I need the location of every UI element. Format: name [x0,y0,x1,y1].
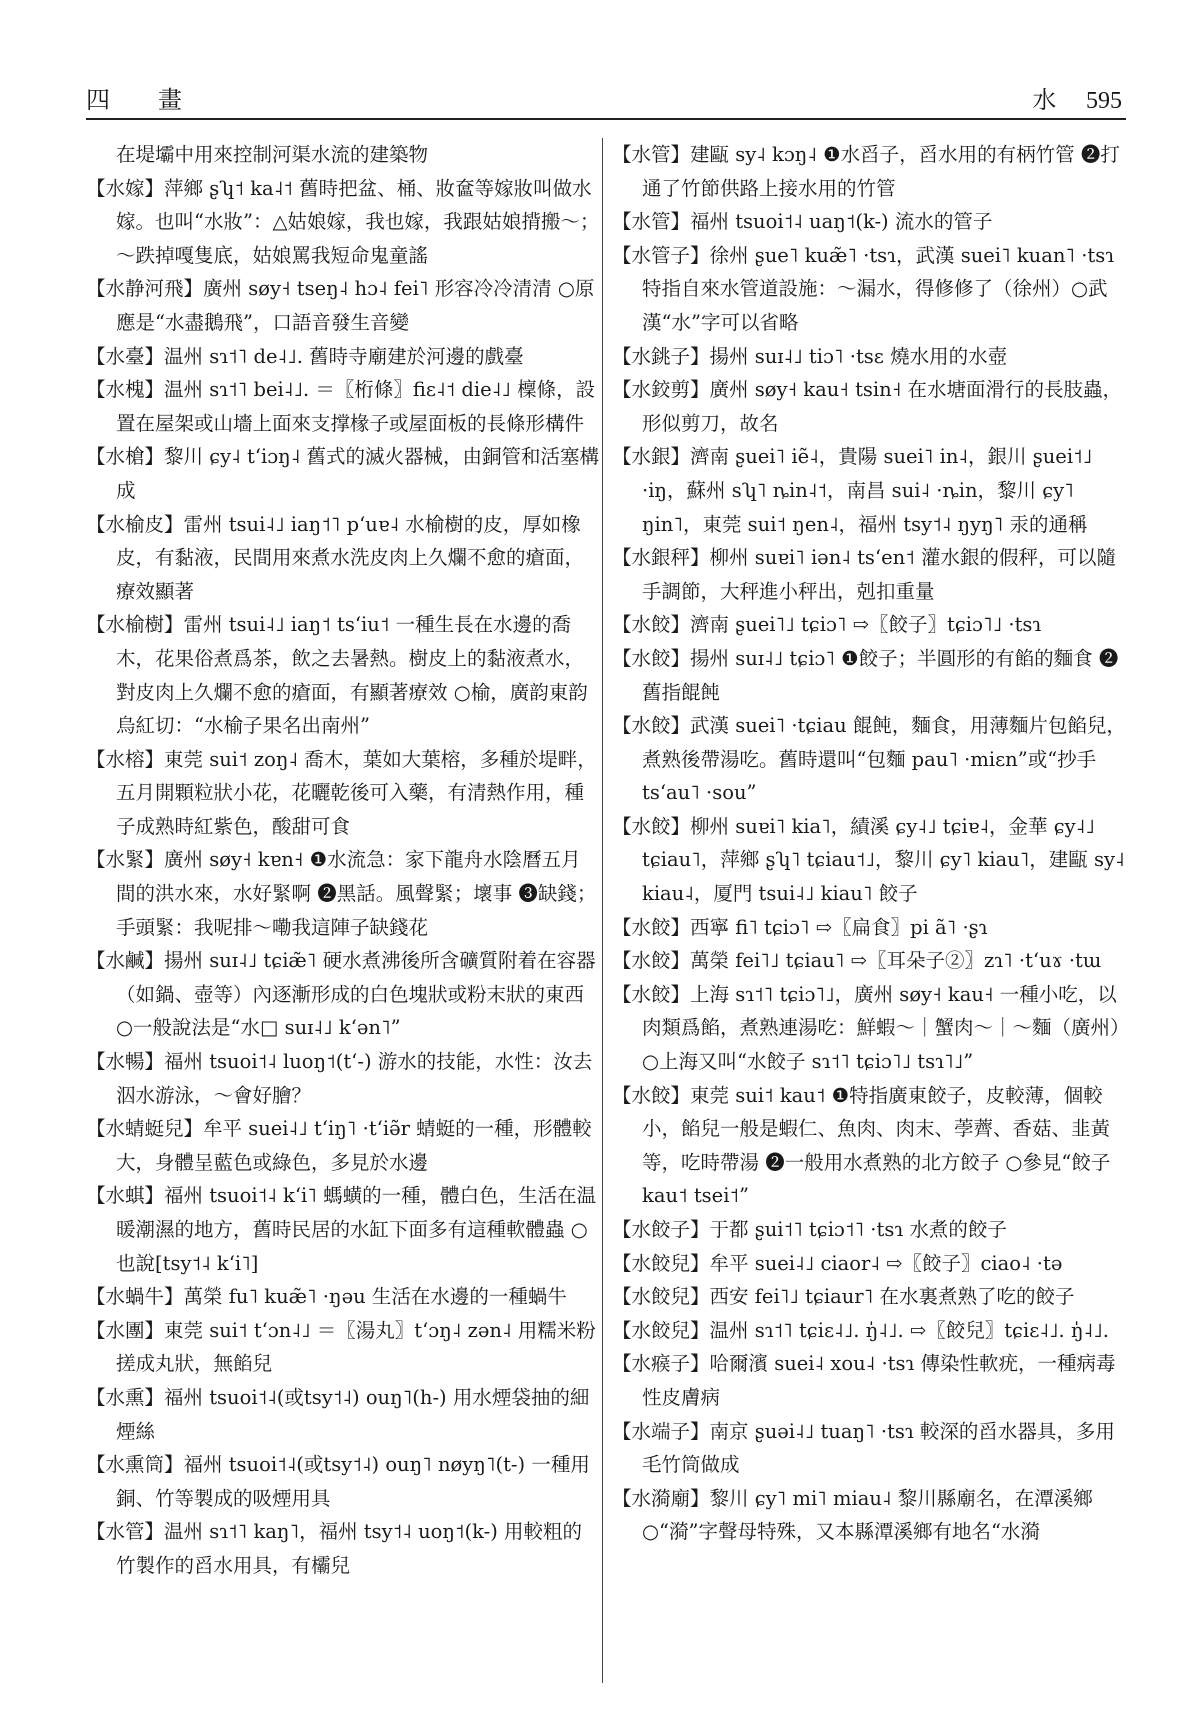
dictionary-entry: 【水嫁】萍鄉 ʂʮ˦ ka˨˦ 舊時把盆、桶、妝奩等嫁妝叫做水嫁。也叫“水妝”：△姑娘嫁，我也嫁，我跟姑娘揹搬～；～跌掉嘎隻底，姑娘罵我短命鬼童謠 [86,176,600,267]
dictionary-entry: 【水管】建甌 sy˨ kɔŋ˨ ❶水舀子，舀水用的有柄竹管 ❷打通了竹節供路上接水用的竹管 [612,143,1120,200]
dictionary-entry: 【水熏】福州 tsuoi˦˨(或tsy˦˨) ouŋ˥(h-) 用水煙袋抽的細煙絲 [86,1385,590,1443]
running-head [1010,80,1122,115]
dictionary-entry: 【水銀秤】柳州 suɐi˥ iən˨ tsʻen˦ 灌水銀的假秤，可以隨手調節，大秤進小秤出，剋扣重量 [612,546,1117,603]
dictionary-entry: 【水蝸牛】萬榮 fu˥ kuæ̃˥ ·ŋəu 生活在水邊的一種蝸牛 [86,1285,567,1309]
dictionary-entry: 【水餃】揚州 suɪ˨˩ tɕiɔ˥ ❶餃子；半圓形的有餡的麵食 ❷舊指餛飩 [612,646,1119,704]
dictionary-entry: 【水漪廟】黎川 ɕy˥ mi˥ miau˨ 黎川縣廟名，在潭溪鄉 ○“漪”字聲母特殊，又本縣潭溪鄉有地名“水漪 [612,1486,1093,1544]
dictionary-entry: 【水緊】廣州 søy˧ kɐn˧ ❶水流急：家下龍舟水陰曆五月間的洪水來，水好緊啊 ❷黑話。風聲緊；壞事 ❸缺錢；手頭緊：我呢排～嘞我這陣子缺錢花 [86,848,597,939]
dictionary-entry: 【水槐】温州 sɿ˦˥ bei˨˩. ＝〖桁條〗fiɛ˨˦ die˨˩ 檁條，設置在屋架或山墻上面來支撑椽子或屋面板的長條形構件 [86,378,596,435]
head-character: 水 [1032,88,1057,114]
dictionary-entry: 【水餃子】于都 ʂui˦˥ tɕiɔ˦˥ ·tsɿ 水煮的餃子 [612,1218,1007,1241]
dictionary-entry: 在堤壩中用來控制河渠水流的建築物 [116,143,429,166]
section-title: 四 畫 [86,86,194,114]
dictionary-entry: 【水槍】黎川 ɕy˨ tʻiɔŋ˨ 舊式的滅火器械，由銅管和活塞構成 [86,445,600,502]
dictionary-entry: 【水瘊子】哈爾濱 suei˨ xou˨ ·tsɿ 傳染性軟疣，一種病毒性皮膚病 [612,1352,1116,1409]
dictionary-entry: 【水管子】徐州 ʂue˥ kuæ̃˥ ·tsɿ，武漢 suei˥ kuan˥ ·tsɿ 特指自來水管道設施：～漏水，得修修了（徐州）○武漢“水”字可以省略 [612,243,1115,334]
dictionary-entry: 【水端子】南京 ʂuəi˨˩ tuaŋ˥ ·tsɿ 較深的舀水器具，多用毛竹筒做成 [612,1419,1115,1477]
dictionary-entry: 【水熏筒】福州 tsuoi˦˨(或tsy˦˨) ouŋ˥ nøyŋ˥(t-) 一種用銅、竹等製成的吸煙用具 [86,1453,590,1510]
dictionary-entry: 【水餃】上海 sɿ˦˥ tɕiɔ˥˩，廣州 søy˧ kau˧ 一種小吃，以肉類爲餡，煮熟連湯吃：鮮蝦～｜蟹肉～｜～麵（廣州）○上海又叫“水餃子 sɿ˦˥ tɕiɔ˥˩ tsɿ˥˩” [612,982,1120,1074]
dictionary-entry: 【水餃兒】牟平 suei˨˩ ciaor˨ ⇨〖餃子〗ciao˨ ·tə [612,1251,1063,1275]
header-rule [86,118,1126,120]
dictionary-entry: 【水餃】萬榮 fei˥˩ tɕiau˥ ⇨〖耳朵子②〗zɿ˥ ·tʻuɤ ·tɯ [612,949,1102,973]
dictionary-entry: 【水鹹】揚州 suɪ˨˩ tɕiæ̃˥ 硬水煮沸後所含礦質附着在容器（如鍋、壺等）內逐漸形成的白色塊狀或粉末狀的東西 ○一般說法是“水□ suɪ˨˩ kʻən˥” [86,949,596,1040]
dictionary-entry: 【水榆樹】雷州 tsui˨˩ iaŋ˦ tsʻiu˦ 一種生長在水邊的喬木，花果俗煮爲茶，飲之去暑熱。樹皮上的黏液煮水，對皮肉上久爛不愈的瘡面，有顯著療效 ○榆，廣韵東韵烏紅切：“水榆子果名出南州” [86,613,588,738]
dictionary-entry: 【水榕】東莞 sui˦ zoŋ˨ 喬木，葉如大葉榕，多種於堤畔，五月開顆粒狀小花，花曬乾後可入藥，有清熱作用，種子成熟時紅紫色，酸甜可食 [86,747,597,838]
dictionary-entry: 【水蜞】福州 tsuoi˦˨ kʻi˥ 螞蟥的一種，體白色，生活在温暖潮濕的地方，舊時民居的水缸下面多有這種軟體蟲 ○也說[tsy˦˨ kʻi˥] [86,1184,597,1275]
dictionary-entry: 【水管】温州 sɿ˦˥ kaŋ˥，福州 tsy˦˨ uoŋ˦(k-) 用較粗的竹製作的舀水用具，有欛兒 [86,1520,583,1577]
dictionary-entry: 【水臺】温州 sɿ˦˥ de˨˩. 舊時寺廟建於河邊的戲臺 [86,344,524,368]
dictionary-entry: 【水銚子】揚州 suɪ˨˩ tiɔ˥ ·tsɛ 燒水用的水壺 [612,344,1008,368]
dictionary-entry: 【水銀】濟南 ʂuei˥ iẽ˨，貴陽 suei˥ in˨，銀川 ʂuei˦˩ ·iŋ，蘇州 sʮ˥ ȵin˨˦，南昌 sui˨ ·ȵin，黎川 ɕy˥ ŋin˥，東莞 sui˦ ŋen˨，福州 tsy˦˨ ŋyŋ˥ 汞的通稱 [612,445,1093,536]
dictionary-entry: 【水暢】福州 tsuoi˦˨ luoŋ˦(tʻ-) 游水的技能，水性：汝去泅水游泳，～會好膾？ [86,1050,593,1107]
dictionary-entry: 【水静河飛】廣州 søy˧ tseŋ˨ hɔ˨ fei˥ 形容冷冷清清 ○原應是“水盡鵝飛”，口語音發生音變 [86,277,595,334]
left-column [86,138,600,1583]
dictionary-entry: 【水餃】柳州 suɐi˥ kia˥，績溪 ɕy˨˩ tɕiɐ˨，金華 ɕy˨˩ tɕiau˥，萍鄉 ʂʮ˥ tɕiau˦˩，黎川 ɕy˥ kiau˥，建甌 sy˨ kiau˨，厦門 tsui˨˩ kiau˥ 餃子 [612,814,1125,906]
page-number: 595 [1086,88,1122,114]
dictionary-entry: 【水管】福州 tsuoi˦˨ uaŋ˦(k-) 流水的管子 [612,210,993,234]
dictionary-entry: 【水蜻蜓兒】牟平 suei˨˩ tʻiŋ˥ ·tʻiə̃r 蜻蜓的一種，形體較大，身體呈藍色或綠色，多見於水邊 [86,1117,592,1174]
dictionary-entry: 【水鉸剪】廣州 søy˧ kau˧ tsin˧ 在水塘面滑行的長肢蟲，形似剪刀，故名 [612,378,1123,435]
dictionary-entry: 【水團】東莞 sui˦ tʻɔn˨˩ ＝〖湯丸〗tʻɔŋ˨ zən˨ 用糯米粉搓成丸狀，無餡兒 [86,1318,596,1376]
column-divider [602,138,603,1683]
dictionary-entry: 【水餃兒】西安 fei˥˩ tɕiaur˥ 在水裏煮熟了吃的餃子 [612,1285,1075,1309]
dictionary-entry: 【水餃】濟南 ʂuei˥˩ tɕiɔ˥ ⇨〖餃子〗tɕiɔ˥˩ ·tsɿ [612,613,1042,637]
page-header [86,78,1126,114]
dictionary-entry: 【水榆皮】雷州 tsui˨˩ iaŋ˦˥ pʻuɐ˨ 水榆樹的皮，厚如橡皮，有黏液，民間用來煮水洗皮肉上久爛不愈的瘡面，療效顯著 [86,512,585,603]
dictionary-entry: 【水餃】武漢 suei˥ ·tɕiau 餛飩，麵食，用薄麵片包餡兒，煮熟後帶湯吃。舊時還叫“包麵 pau˥ ·miɛn”或“抄手 tsʻau˥ ·sou” [612,714,1126,805]
dictionary-entry: 【水餃兒】温州 sɿ˦˥ tɕiɛ˨˩. ŋ̍˨˩. ⇨〖餃兒〗tɕiɛ˨˩. ŋ̍˨˩. [612,1318,1109,1342]
dictionary-entry: 【水餃】西寧 fi˥ tɕiɔ˥ ⇨〖扁食〗pi ã˥ ·ʂɿ [612,915,988,939]
dictionary-entry: 【水餃】東莞 sui˦ kau˦ ❶特指廣東餃子，皮較薄，個較小，餡兒一般是蝦仁、魚肉、肉末、荸薺、香菇、韭黃等，吃時帶湯 ❷一般用水煮熟的北方餃子 ○參見“餃子 kau˦ tsei˦” [612,1083,1111,1208]
right-column [612,138,1126,1549]
